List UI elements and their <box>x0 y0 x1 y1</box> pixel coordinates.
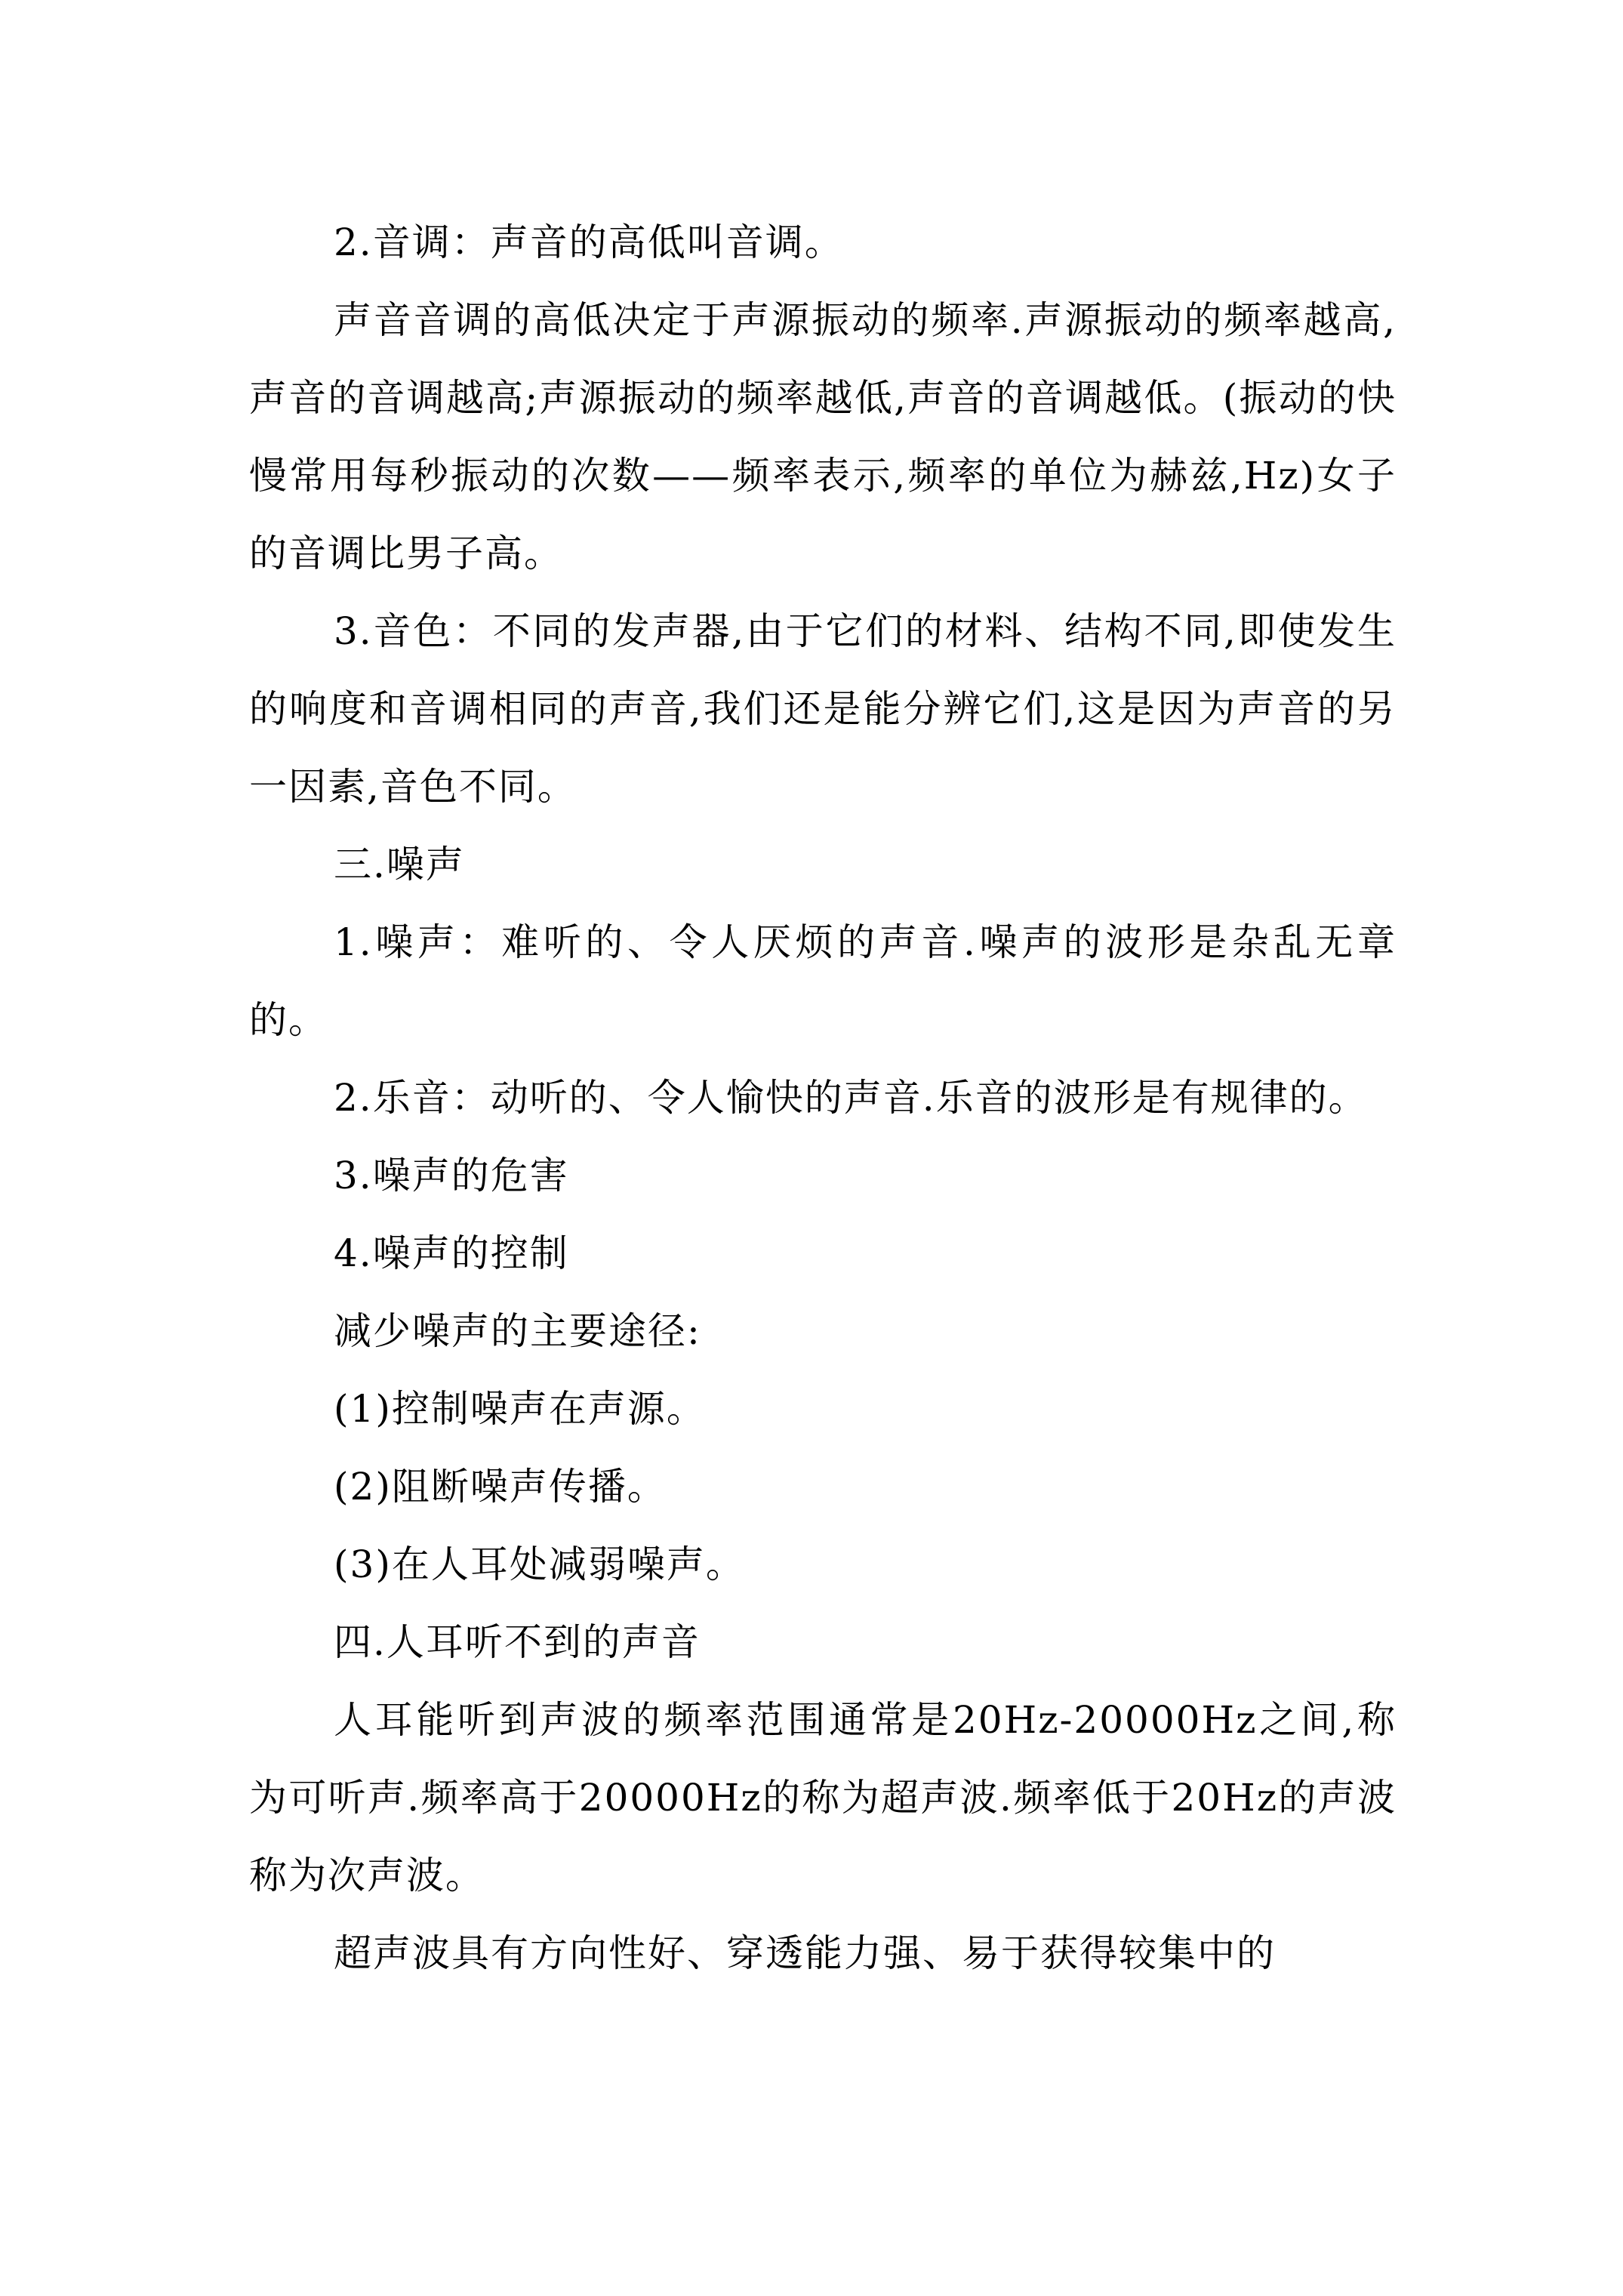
paragraph-noise-definition: 1.噪声：难听的、令人厌烦的声音.噪声的波形是杂乱无章的。 <box>249 920 1397 1042</box>
paragraph-noise-harm: 3.噪声的危害 <box>334 1154 569 1197</box>
paragraph-noise-control: 4.噪声的控制 <box>334 1231 569 1275</box>
document-page <box>249 204 1397 1992</box>
list-item-2: (2)阻断噪声传播。 <box>334 1465 667 1509</box>
paragraph-musical-sound: 2.乐音：动听的、令人愉快的声音.乐音的波形是有规律的。 <box>334 1076 1368 1120</box>
paragraph-pitch-body: 声音音调的高低决定于声源振动的频率.声源振动的频率越高,声音的音调越高;声源振动的频率越低,声音的音调越低。(振动的快慢常用每秒振动的次数——频率表示,频率的单位为赫兹,Hz)女子的音调比男子高。 <box>249 298 1397 575</box>
paragraph-frequency-range: 人耳能听到声波的频率范围通常是20Hz-20000Hz之间,称为可听声.频率高于20000Hz的称为超声波.频率低于20Hz的声波称为次声波。 <box>249 1698 1397 1897</box>
paragraph-ultrasound: 超声波具有方向性好、穿透能力强、易于获得较集中的 <box>334 1931 1276 1975</box>
section-heading-inaudible: 四.人耳听不到的声音 <box>334 1620 701 1664</box>
paragraph-timbre: 3.音色：不同的发声器,由于它们的材料、结构不同,即使发生的响度和音调相同的声音,我们还是能分辨它们,这是因为声音的另一因素,音色不同。 <box>249 609 1397 809</box>
section-heading-noise: 三.噪声 <box>334 843 465 886</box>
list-item-1: (1)控制噪声在声源。 <box>334 1387 706 1431</box>
paragraph-noise-reduction-intro: 减少噪声的主要途径: <box>334 1309 701 1353</box>
list-item-3: (3)在人耳处减弱噪声。 <box>334 1542 745 1586</box>
paragraph-pitch-heading: 2.音调：声音的高低叫音调。 <box>334 220 844 264</box>
